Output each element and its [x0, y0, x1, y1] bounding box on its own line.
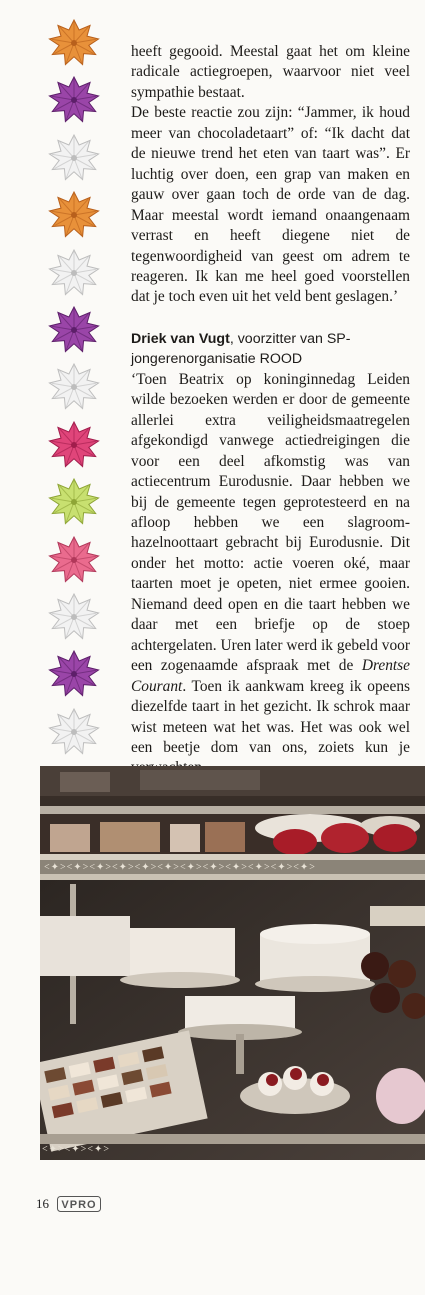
merengue-cookie — [44, 188, 104, 242]
newspaper-name: Drentse Courant — [131, 657, 410, 695]
svg-text:VPRO: VPRO — [61, 1199, 97, 1211]
page-footer — [36, 1196, 101, 1212]
merengue-cookie — [44, 360, 104, 414]
merengue-cookie — [44, 647, 104, 701]
speaker-heading — [131, 329, 410, 370]
speaker-name: Driek van Vugt — [131, 330, 230, 347]
merengue-cookie — [44, 533, 104, 587]
svg-text:<✦><✦><✦>: <✦><✦><✦> — [42, 1144, 110, 1155]
speaker-role: , voorzitter van SP-jongerenorganisatie ROOD — [131, 330, 351, 368]
article-text — [131, 42, 410, 840]
quote-1-after: . Toen ik aankwam kreeg ik opeens diezelfde taart in het gezicht. Ik schrok maar wist meteen wat het was. Het was ook wel een beetje dom van ons, zoiets kun je — [131, 677, 410, 756]
pastry-photo-illustration — [40, 766, 425, 1160]
paragraph-2: De beste reactie zou zijn: “Jammer, ik houd meer van chocoladetaart” of: “Ik dacht dat de nieuwe trend het eten van taart was”. Er luchtig over doen, een grap van maken en gauw over gaan toch de orde van de dag. Maar meestal wordt iemand onaangenaam verrast en heeft diegene niet de tegenwoordigheid van geest om adrem te reageren. Ik kan me heel goed voorstellen dat je toch even uit het veld bent geslagen.’ — [131, 104, 410, 306]
merengue-cookie — [44, 16, 104, 70]
quote-1-before: ‘Toen Beatrix op koninginnedag Leiden wilde bezoeken werden er door de gemeente allerlei extra veiligheidsmaatregelen afgekondigd vanwege actiedreigingen die voor een deel afkomstig was van actiecentrum Eurodusnie. Daar hebben we bij de gemeente tegen geprotesteerd en na afloop hebben we een slagroom-hazelnoottaart gebracht bij Eurodusnie. Dit onder het motto: actie voeren oké, maar taarten moet je opeten, niet ermee gooien. Niemand deed open en die taart hebben we daar met een briefje op de stoep achtergelaten. Uren later werd ik gebeld voor een zogenaamde afspraak met de — [131, 370, 410, 675]
pastry-shop-photo — [40, 766, 425, 1160]
quote-1 — [131, 370, 410, 779]
merengue-cookie — [44, 246, 104, 300]
page-number: 16 — [36, 1196, 49, 1211]
merengue-cookie — [44, 475, 104, 529]
svg-text:<✦><✦><✦><✦><✦><✦><✦><✦><✦><✦>: <✦><✦><✦><✦><✦><✦><✦><✦><✦><✦><✦><✦> — [44, 862, 316, 873]
merengue-cookie — [44, 705, 104, 759]
merengue-cookie — [44, 131, 104, 185]
vpro-logo — [57, 1196, 101, 1212]
paragraph-1: heeft gegooid. Meestal gaat het om kleine radicale actiegroepen, waarvoor niet veel sympathie bestaat. — [131, 43, 410, 101]
merengue-cookie — [44, 590, 104, 644]
merengue-cookie — [44, 418, 104, 472]
merengue-cookie — [44, 303, 104, 357]
merengue-cookie — [44, 73, 104, 127]
